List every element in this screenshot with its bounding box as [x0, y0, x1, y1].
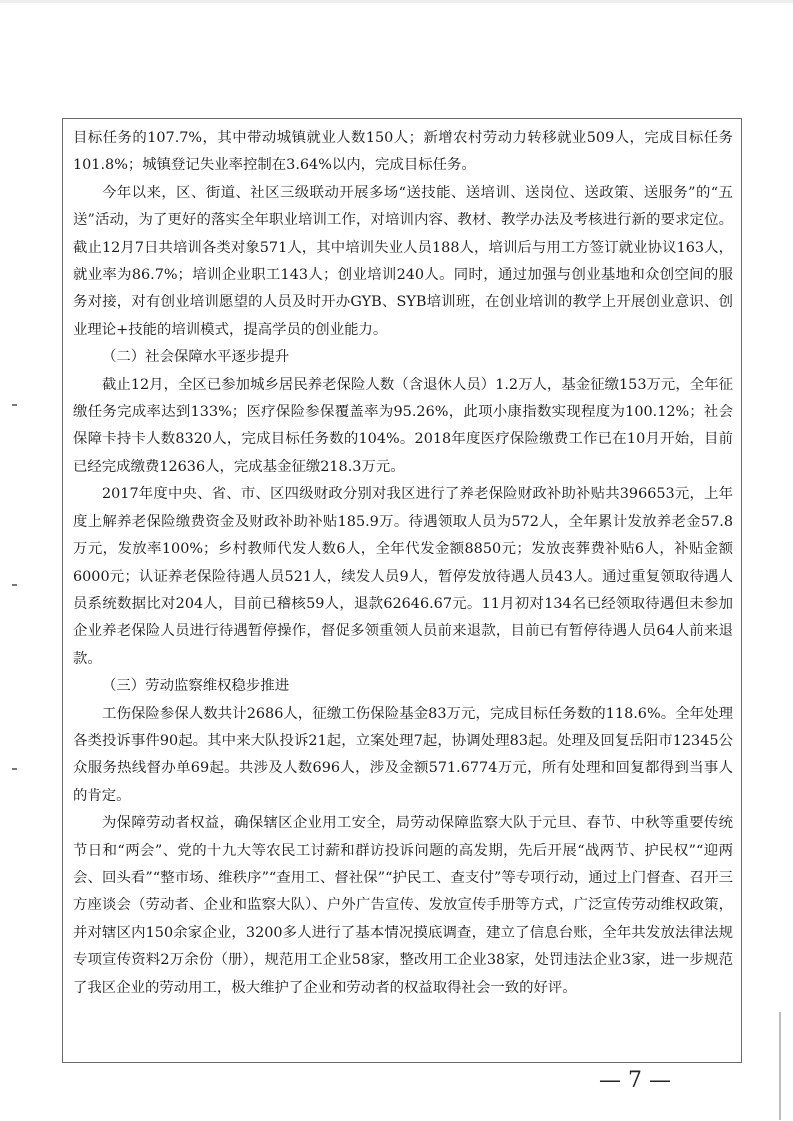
section-heading-social-security: （二）社会保障水平逐步提升 [102, 349, 290, 366]
paragraph-training: 今年以来，区、街道、社区三级联动开展多场“送技能、送培训、送岗位、送政策、送服务”的“五送”活动，为了更好的落实全年职业培训工作，对培训内容、教材、教学办法及考核进行新的要求定位。截止12月7日共培训各类对象571人，其中培训失业人员188人，培训后与用工方签订就业协议163人，就业率为86.7%；培训企业职工143人；创业培训240人。同时，通过加强与创业基地和众创空间的服务对接，对有创业培训愿望的人员及时开办GYB、SYB培训班，在创业培训的教学上开展创业意识、创业理论+技能的培训模式，提高学员的创业能力。 [73, 184, 733, 338]
paragraph-rights-protection: 为保障劳动者权益，确保辖区企业用工安全，局劳动保障监察大队于元旦、春节、中秋等重要传统节日和“两会”、党的十九大等农民工讨薪和群访投诉问题的高发期，先后开展“战两节、护民权”“迎两会、回头看”“整市场、维秩序”“查用工、督社保”“护民工、查支付”等专项行动，通过上门督查、召开三方座谈会（劳动者、企业和监察大队）、户外广告宣传、发放宣传手册等方式，广泛宣传劳动维权政策，并对辖区内150余家企业，3200多人进行了基本情况摸底调查，建立了信息台账，全年共发放法律法规专项宣传资料2万余份（册），规范用工企业58家，整改用工企业38家，处罚违法企业3家，进一步规范了我区企业的劳动用工，极大维护了企业和劳动者的权益取得社会一致的好评。 [73, 815, 733, 996]
scan-right-edge [779, 1012, 781, 1120]
document-body [73, 125, 733, 1002]
paragraph-continuation: 目标任务的107.7%，其中带动城镇就业人数150人；新增农村劳动力转移就业509人，完成目标任务101.8%；城镇登记失业率控制在3.64%以内，完成目标任务。 [73, 130, 733, 174]
margin-mark [12, 584, 17, 586]
scan-top-edge [0, 0, 793, 3]
page-number: — 7 — [599, 1068, 671, 1093]
margin-mark [12, 768, 17, 770]
margin-mark [12, 404, 17, 406]
paragraph-pension-finance: 2017年度中央、省、市、区四级财政分别对我区进行了养老保险财政补助补贴共396653元，上年度上解养老保险缴费资金及财政补助补贴185.9万。待遇领取人员为572人，全年累计发放养老金57.8万元，发放率100%；乡村教师代发人数6人，全年代发金额8850元；发放丧葬费补贴6人，补贴金额6000元；认证养老保险待遇人员521人，续发人员9人，暂停发放待遇人员43人。通过重复领取待遇人员系统数据比对204人，目前已稽核59人，退款62646.67元。11月初对134名已经领取待遇但未参加企业养老保险人员进行待遇暂停操作，督促多领重领人员前来退款，目前已有暂停待遇人员64人前来退款。 [73, 486, 733, 667]
section-heading-labor-inspection: （三）劳动监察维权稳步推进 [102, 678, 290, 695]
paragraph-injury-insurance: 工伤保险参保人数共计2686人，征缴工伤保险基金83万元，完成目标任务数的118.6%。全年处理各类投诉事件90起。其中来大队投诉21起，立案处理7起，协调处理83起。处理及回复岳阳市12345公众服务热线督办单69起。共涉及人数696人，涉及金额571.6774万元，所有处理和回复都得到当事人的肯定。 [73, 705, 733, 804]
paragraph-insurance: 截止12月，全区已参加城乡居民养老保险人数（含退休人员）1.2万人，基金征缴153万元，全年征缴任务完成率达到133%；医疗保险参保覆盖率为95.26%，此项小康指数实现程度为100.12%；社会保障卡持卡人数8320人，完成目标任务数的104%。2018年度医疗保险缴费工作已在10月开始，目前已经完成缴费12636人，完成基金征缴218.3万元。 [73, 376, 733, 475]
